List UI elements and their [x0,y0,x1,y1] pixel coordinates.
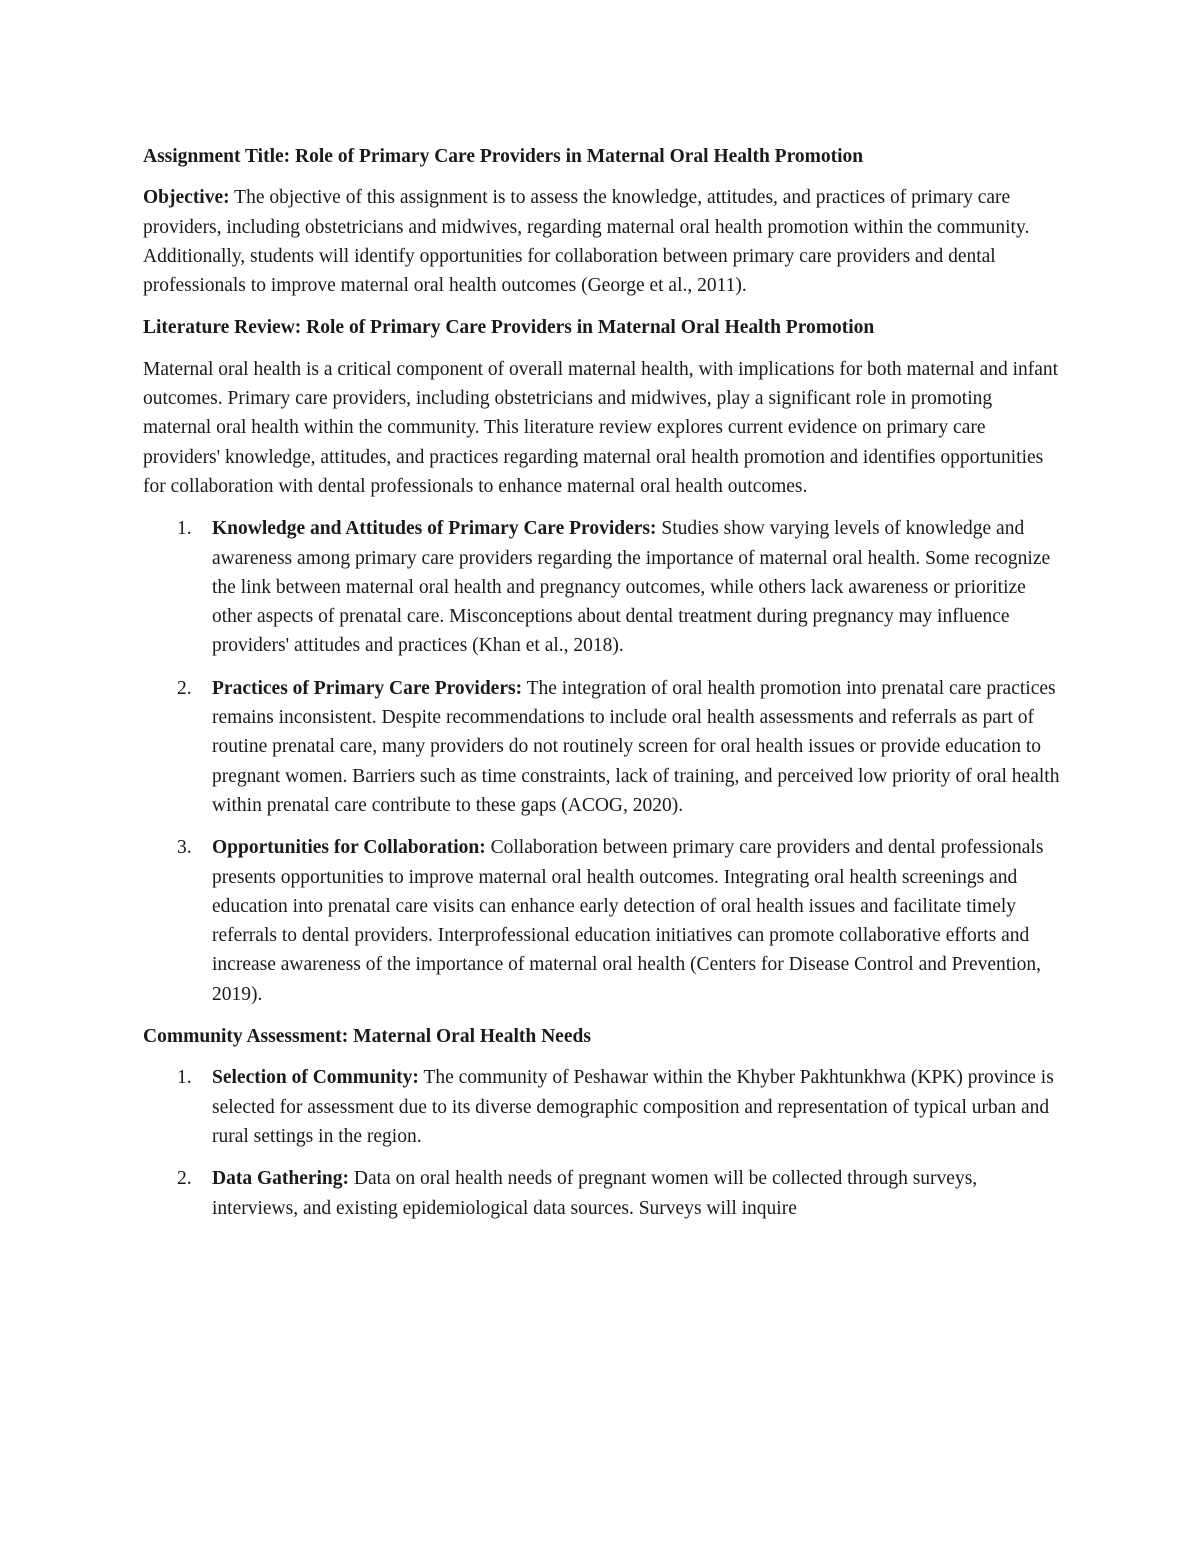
list-item-number: 3. [177,837,192,859]
objective-paragraph [143,183,1063,300]
list-item-text: Studies show varying levels of knowledge and awareness among primary care providers regarding the importance of maternal oral health. Some recognize the link between maternal oral health and pregnancy outcomes, while others lack awareness or prioritize other aspects of prenatal care. Misconceptions about dental treatment during pregnancy may influence providers' attitudes and practices (Khan et al., 2018). [212,518,1051,657]
list-item [143,514,1063,660]
list-item-text: The integration of oral health promotion into prenatal care practices remains inconsistent. Despite recommendations to include oral health assessments and referrals as part of routine prenatal care, many providers do not routinely screen for oral health issues or provide education to pregnant women. Barriers such as time constraints, lack of training, and perceived low priority of oral health within prenatal care contribute to these gaps (ACOG, 2020). [212,677,1060,816]
list-item [143,833,1063,1009]
list-item-label: Selection of Community: [212,1067,419,1089]
list-item-text: Collaboration between primary care providers and dental professionals presents opportunities to improve maternal oral health outcomes. Integrating oral health screenings and education into prenatal care visits can enhance early detection of oral health issues and facilitate timely referrals to dental providers. Interprofessional education initiatives can promote collaborative efforts and increase awareness of the importance of maternal oral health (Centers for Disease Control and Prevention, 2019). [212,837,1044,1005]
list-item-number: 2. [177,1168,192,1190]
assignment-title: Assignment Title: Role of Primary Care Providers in Maternal Oral Health Promotion [143,146,864,167]
community-assessment-heading: Community Assessment: Maternal Oral Health Needs [143,1026,591,1048]
objective-text: The objective of this assignment is to assess the knowledge, attitudes, and practices of primary care providers, including obstetricians and midwives, regarding maternal oral health promotion within the community. Additionally, students will identify opportunities for collaboration between primary care providers and dental professionals to improve maternal oral health outcomes (George et al., 2011). [143,187,1030,297]
list-item-label: Knowledge and Attitudes of Primary Care Providers: [212,518,657,540]
list-item [143,674,1063,820]
list-item-label: Data Gathering: [212,1168,350,1190]
list-item-label: Practices of Primary Care Providers: [212,677,523,699]
literature-review-intro: Maternal oral health is a critical component of overall maternal health, with implications for both maternal and infant outcomes. Primary care providers, including obstetricians and midwives, play a significant role in promoting maternal oral health within the community. This literature review explores current evidence on primary care providers' knowledge, attitudes, and practices regarding maternal oral health promotion and identifies opportunities for collaboration with dental professionals to enhance maternal oral health outcomes. [143,358,1059,497]
list-item-number: 2. [177,677,192,699]
list-item-label: Opportunities for Collaboration: [212,837,486,859]
list-item-number: 1. [177,1067,192,1089]
document-page [143,142,1063,1236]
list-item [143,1063,1063,1151]
list-item-text: The community of Peshawar within the Khyber Pakhtunkhwa (KPK) province is selected for assessment due to its diverse demographic composition and representation of typical urban and rural settings in the region. [212,1067,1054,1147]
list-item-number: 1. [177,518,192,540]
list-item [143,1164,1063,1223]
literature-review-list [143,514,1063,1009]
literature-review-heading: Literature Review: Role of Primary Care Providers in Maternal Oral Health Promotion [143,317,875,339]
community-assessment-list [143,1063,1063,1222]
list-item-text: Data on oral health needs of pregnant women will be collected through surveys, interviews, and existing epidemiological data sources. Surveys will inquire [212,1168,978,1219]
objective-label: Objective: [143,187,230,209]
